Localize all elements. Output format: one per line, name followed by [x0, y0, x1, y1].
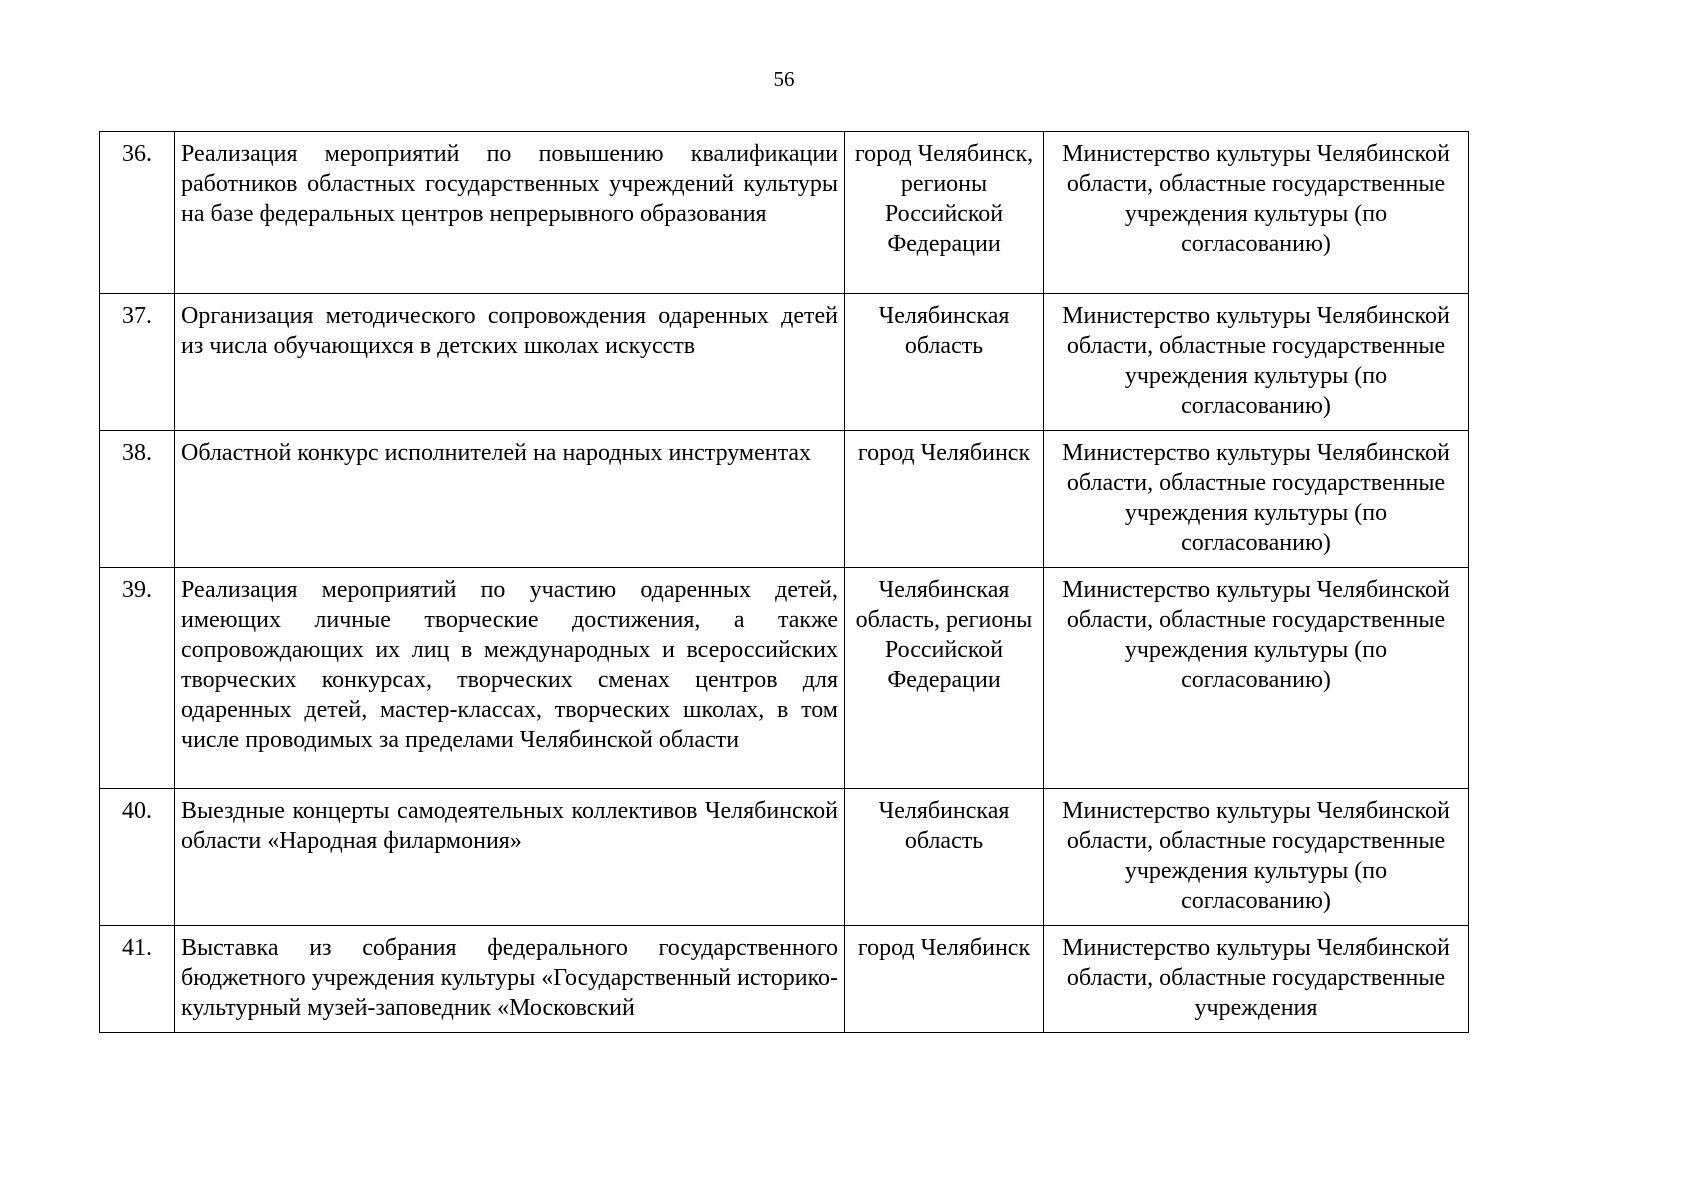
row-executor: Министерство культуры Челябинской области, областные государственные учреждения культуры (по согласованию): [1044, 568, 1469, 789]
row-number: 38.: [100, 431, 175, 568]
row-executor: Министерство культуры Челябинской области, областные государственные учреждения культуры (по согласованию): [1044, 431, 1469, 568]
table-row: [100, 568, 1469, 789]
row-number: 37.: [100, 294, 175, 431]
table-row: [100, 789, 1469, 926]
row-executor: Министерство культуры Челябинской области, областные государственные учреждения культуры (по согласованию): [1044, 294, 1469, 431]
row-number: 40.: [100, 789, 175, 926]
table-row: [100, 132, 1469, 294]
row-executor: Министерство культуры Челябинской области, областные государственные учреждения культуры (по согласованию): [1044, 789, 1469, 926]
table-row: [100, 926, 1469, 1033]
table-row: [100, 431, 1469, 568]
row-place: Челябинская область: [845, 294, 1044, 431]
row-place: Челябинская область: [845, 789, 1044, 926]
page-number: 56: [773, 67, 795, 91]
row-place: Челябинская область, регионы Российской Федерации: [845, 568, 1044, 789]
row-executor: Министерство культуры Челябинской области, областные государственные учреждения: [1044, 926, 1469, 1033]
table-row: [100, 294, 1469, 431]
row-executor: Министерство культуры Челябинской области, областные государственные учреждения культуры (по согласованию): [1044, 132, 1469, 294]
row-place: город Челябинск, регионы Российской Федерации: [845, 132, 1044, 294]
row-number: 41.: [100, 926, 175, 1033]
row-number: 36.: [100, 132, 175, 294]
row-description: Организация методического сопровождения одаренных детей из числа обучающихся в детских школах искусств: [175, 294, 845, 431]
row-description: Реализация мероприятий по повышению квалификации работников областных государственных учреждений культуры на базе федеральных центров непрерывного образования: [175, 132, 845, 294]
row-place: город Челябинск: [845, 926, 1044, 1033]
row-description: Реализация мероприятий по участию одаренных детей, имеющих личные творческие достижения, а также сопровождающих их лиц в международных и всероссийских творческих конкурсах, творческих сменах центров для одаренных детей, мастер-классах, творческих школах, в том числе проводимых за пределами Челябинской области: [175, 568, 845, 789]
row-number: 39.: [100, 568, 175, 789]
row-description: Выставка из собрания федерального государственного бюджетного учреждения культуры «Государственный историко-культурный музей-заповедник «Московский: [175, 926, 845, 1033]
measures-table: [99, 131, 1469, 1033]
row-description: Областной конкурс исполнителей на народных инструментах: [175, 431, 845, 568]
row-description: Выездные концерты самодеятельных коллективов Челябинской области «Народная филармония»: [175, 789, 845, 926]
row-place: город Челябинск: [845, 431, 1044, 568]
